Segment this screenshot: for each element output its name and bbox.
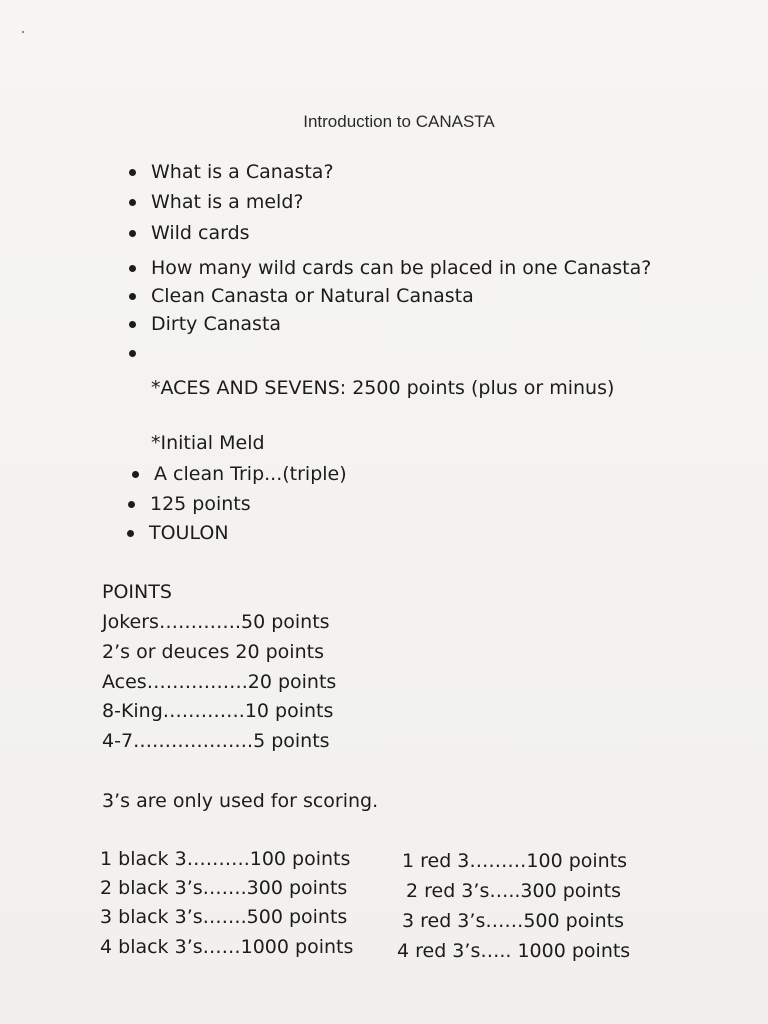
points-row: 8-King………….10 points: [102, 700, 334, 722]
red-threes-row: 4 red 3’s….. 1000 points: [397, 940, 631, 962]
list-item: What is a Canasta?: [151, 161, 334, 183]
points-heading: POINTS: [102, 581, 172, 603]
list-item: What is a meld?: [151, 191, 304, 213]
list-item: 125 points: [150, 493, 251, 515]
points-row: 4-7……………….5 points: [102, 730, 330, 752]
points-row: Aces…………….20 points: [102, 671, 337, 693]
list-item: Dirty Canasta: [151, 313, 282, 335]
list-item: TOULON: [149, 522, 229, 544]
threes-note: 3’s are only used for scoring.: [102, 790, 379, 812]
red-threes-row: 1 red 3………100 points: [402, 850, 628, 872]
page-title: Introduction to CANASTA: [303, 112, 495, 131]
black-threes-row: 1 black 3……….100 points: [100, 848, 351, 870]
scan-speck: [22, 31, 24, 33]
black-threes-row: 3 black 3’s…….500 points: [100, 906, 348, 928]
list-item: A clean Trip...(triple): [154, 463, 347, 485]
red-threes-row: 3 red 3’s……500 points: [402, 910, 624, 932]
aces-sevens-note: *ACES AND SEVENS: 2500 points (plus or minus): [151, 377, 615, 399]
empty-bullet: [129, 350, 136, 357]
points-row: Jokers………….50 points: [102, 611, 330, 633]
initial-meld-heading: *Initial Meld: [151, 432, 265, 454]
list-item: How many wild cards can be placed in one Canasta?: [151, 257, 652, 279]
black-threes-row: 4 black 3’s……1000 points: [100, 936, 354, 958]
list-item: Clean Canasta or Natural Canasta: [151, 285, 474, 307]
list-item: Wild cards: [151, 222, 250, 244]
red-threes-row: 2 red 3’s…..300 points: [406, 880, 622, 902]
black-threes-row: 2 black 3’s…….300 points: [100, 877, 348, 899]
points-row: 2’s or deuces 20 points: [102, 641, 324, 663]
